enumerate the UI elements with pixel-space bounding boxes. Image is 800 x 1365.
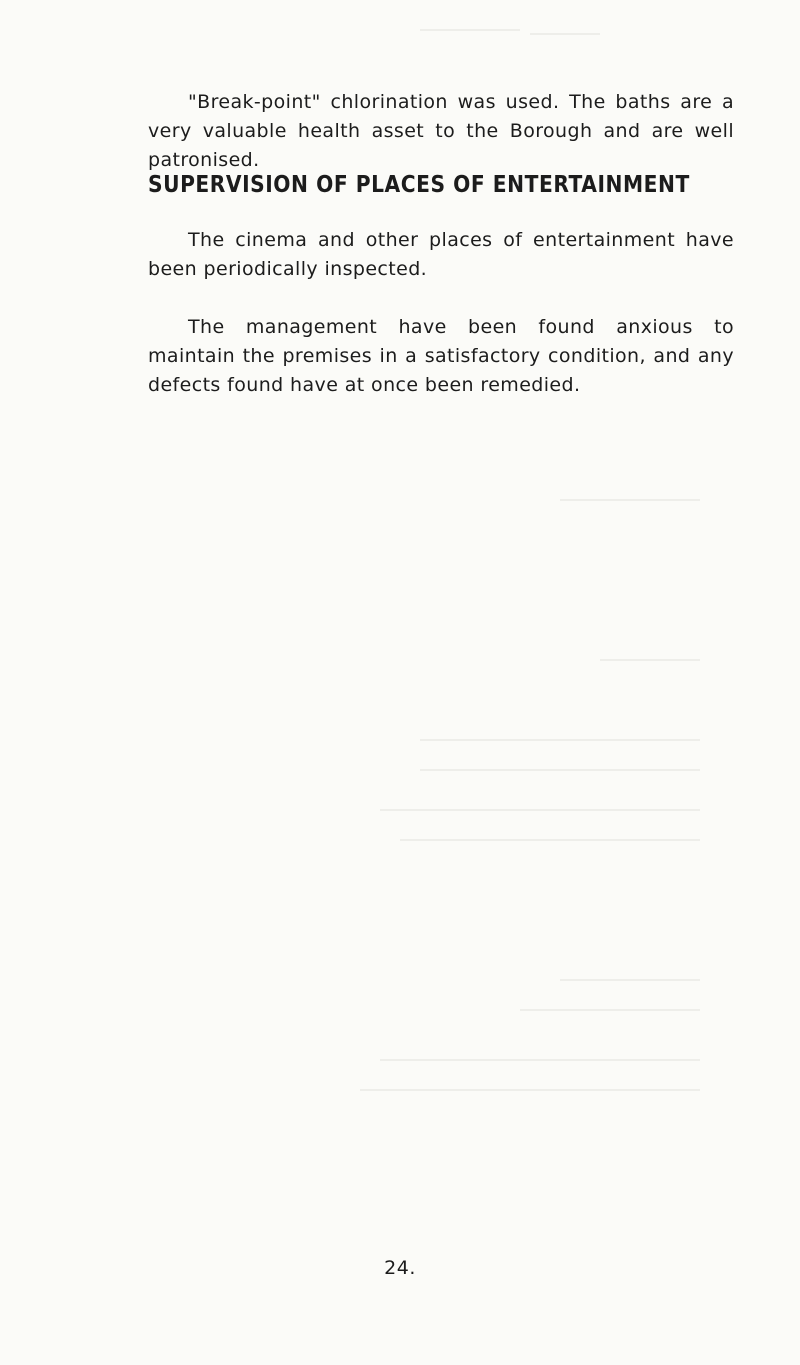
- paragraph-inspection: The cinema and other places of entertainment have been periodically inspected.: [148, 229, 734, 280]
- page-number: 24.: [384, 1257, 416, 1279]
- section-heading: SUPERVISION OF PLACES OF ENTERTAINMENT: [148, 172, 690, 198]
- paragraph-chlorination: "Break-point" chlorination was used. The baths are a very valuable health asset to the Borough and are well patronised.: [148, 91, 734, 171]
- paragraph-management: The management have been found anxious to maintain the premises in a satisfactory condition, and any defects found have at once been remedied.: [148, 316, 734, 396]
